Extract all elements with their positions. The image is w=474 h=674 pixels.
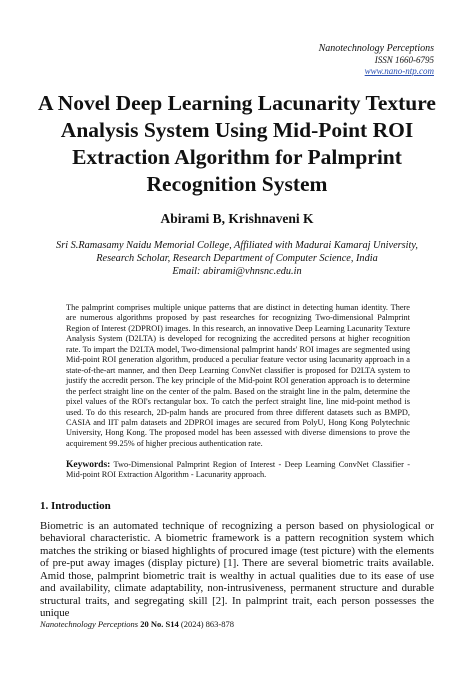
footer-pages: (2024) 863-878: [180, 619, 234, 629]
introduction-paragraph: Biometric is an automated technique of recognizing a person based on physiological or behavioral characteristic. A biometric framework is a pattern recognition system which matches the striking or biased highlights of procured image (test picture) with the elements of pre-put away images (display picture) [1]. There are several biometric traits available. Amid those, palmprint biometric trait is wealthy in actual qualities due to its ease of use and availability, climate adaptability, non-intrusiveness, permanent structure and durable structural traits, and segregating skill [2]. In palmprint trait, each person possesses the unique: [40, 520, 434, 620]
journal-header: [319, 43, 434, 78]
affiliation-line-1: Sri S.Ramasamy Naidu Memorial College, Affiliated with Madurai Kamaraj University,: [56, 240, 418, 251]
keywords-block: [66, 460, 410, 481]
page-footer: [40, 619, 234, 629]
keywords-text: Two-Dimensional Palmprint Region of Interest - Deep Learning ConvNet Classifier - Mid-point ROI Extraction Algorithm - Lacunarity approach.: [66, 460, 410, 480]
paper-authors: Abirami B, Krishnaveni K: [160, 211, 314, 226]
footer-journal: Nanotechnology Perceptions: [40, 619, 139, 629]
affiliation-line-2: Research Scholar, Research Department of Computer Science, India: [96, 253, 378, 264]
abstract-text: The palmprint comprises multiple unique patterns that are distinct in detecting human identity. There are numerous algorithms proposed by past researches for recognizing Two-dimensional Palmprint Region of Interest (2DPROI) images. In this research, an innovative Deep Learning Lacunarity Texture Analysis System (D2LTA) is developed for recognizing the accredited persons at higher recognition rate. To impart the D2LTA model, Two-dimensional palmprint hands' ROI images are segmented using Mid-point ROI generation algorithm, produced a peculiar feature vector using lacunarity approach in a state-of-the-art manner, and then Deep Learning ConvNet classifier is proposed for D2LTA system to justify the accredit person. The key principle of the Mid-point ROI generation approach is to determine the perfect straight line on the center of the palm. Based on the straight line in the palm, determine the pixel values of the ROI's rectangular box. To catch the perfect straight line, line mid-point method is used. To do this research, 2D-palm hands are procured from three different datasets such as BMPD, CASIA and IIT palm datasets and 2DPROI images are secured from PolyU, Hong Kong Polytechnic University, Hong Kong. The proposed model has been assessed with diverse dimensions to prove the acquirement 99.25% of higher precious authentication rate.: [66, 303, 410, 448]
paper-title: A Novel Deep Learning Lacunarity Texture Analysis System Using Mid-Point ROI Extraction Algorithm for Palmprint Recognition System: [38, 91, 436, 196]
affiliation-email: Email: abirami@vhnsnc.edu.in: [172, 266, 302, 277]
journal-issn: ISSN 1660-6795: [374, 54, 434, 65]
footer-volume: 20 No. S14: [140, 619, 179, 629]
journal-name: Nanotechnology Perceptions: [318, 43, 434, 54]
journal-url-link[interactable]: www.nano-ntp.com: [364, 66, 434, 76]
keywords-label: Keywords:: [66, 460, 111, 470]
section-heading-introduction: 1. Introduction: [40, 500, 111, 512]
author-affiliation: [20, 239, 454, 278]
